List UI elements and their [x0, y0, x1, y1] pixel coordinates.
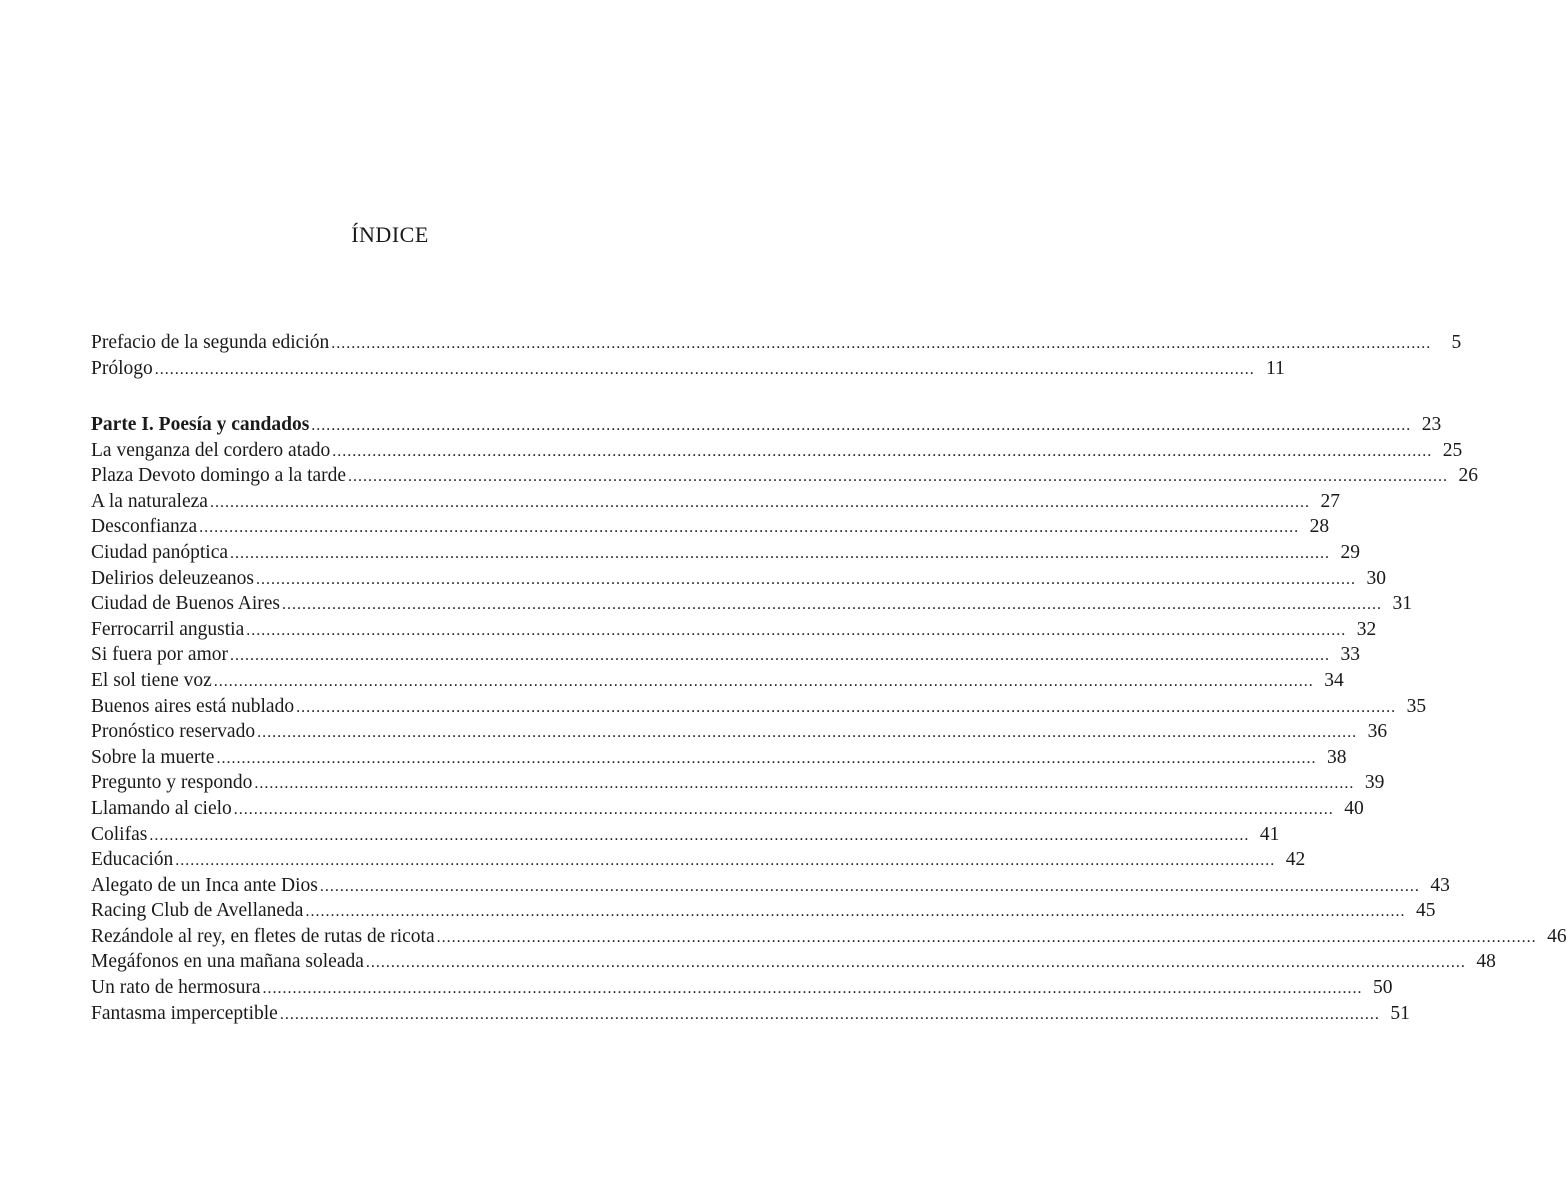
- dot-leader: ............................................................................................................................................................................................................................: [262, 980, 1363, 998]
- toc-entry-title: Ciudad panóptica: [91, 541, 229, 563]
- toc-entry-title: Prólogo: [91, 357, 153, 379]
- dot-leader: ............................................................................................................................................................................................................................: [175, 852, 1276, 870]
- toc-entry-title: Fantasma imperceptible: [91, 1002, 278, 1024]
- toc-entry-page: 34: [1324, 669, 1344, 691]
- toc-entry: [91, 924, 1567, 950]
- toc-entry-page: 33: [1340, 644, 1360, 666]
- toc-entry-page: 23: [1421, 414, 1442, 435]
- toc-entry-title: Rezándole al rey, en fletes de rutas de ricota: [91, 925, 435, 947]
- toc-entry-page: 39: [1364, 772, 1385, 794]
- toc-entry: [91, 540, 1361, 566]
- toc-entry-page: 28: [1309, 516, 1330, 538]
- dot-leader: ............................................................................................................................................................................................................................: [199, 519, 1300, 537]
- toc-entry: [91, 668, 1344, 694]
- toc-entry: [91, 642, 1360, 668]
- toc-entry-title: Parte I. Poesía y candados: [91, 414, 310, 435]
- toc-entry-title: Buenos aires está nublado: [91, 695, 295, 717]
- toc-entry-title: Alegato de un Inca ante Dios: [91, 874, 318, 896]
- toc-entry-page: 45: [1415, 900, 1436, 922]
- toc-entry-page: 27: [1320, 490, 1340, 512]
- dot-leader: ............................................................................................................................................................................................................................: [230, 544, 1331, 562]
- toc-entry-title: La venganza del cordero atado: [91, 439, 331, 461]
- dot-leader: ............................................................................................................................................................................................................................: [233, 800, 1334, 818]
- toc-entry-title: Prefacio de la segunda edición: [91, 332, 330, 353]
- toc-entry-page: 11: [1265, 357, 1285, 379]
- dot-leader: ............................................................................................................................................................................................................................: [319, 877, 1420, 895]
- dot-leader: ............................................................................................................................................................................................................................: [296, 698, 1397, 716]
- toc-entry: [91, 898, 1436, 924]
- dot-leader: ............................................................................................................................................................................................................................: [279, 1005, 1380, 1023]
- toc-entry: [91, 438, 1463, 464]
- dot-leader: ............................................................................................................................................................................................................................: [149, 826, 1250, 844]
- dot-leader: ............................................................................................................................................................................................................................: [230, 647, 1330, 665]
- toc-entry-page: 25: [1442, 439, 1463, 461]
- toc-entry: [91, 847, 1306, 873]
- toc-entry-page: 38: [1326, 746, 1347, 768]
- toc-entry: [91, 489, 1340, 515]
- toc-entry: [91, 822, 1280, 848]
- toc-entry-title: Desconfianza: [91, 516, 198, 538]
- toc-entry-title: A la naturaleza: [91, 490, 208, 512]
- toc-entry-title: Llamando al cielo: [91, 797, 232, 819]
- dot-leader: ............................................................................................................................................................................................................................: [257, 724, 1358, 742]
- toc-front-matter: [91, 330, 1462, 381]
- toc-entry: [91, 796, 1364, 822]
- toc-entry-title: Sobre la muerte: [91, 746, 215, 768]
- toc-entry-page: 30: [1366, 567, 1386, 589]
- toc-entry: [91, 330, 1462, 356]
- dot-leader: ............................................................................................................................................................................................................................: [348, 468, 1449, 486]
- toc-entry-page: 41: [1259, 823, 1280, 845]
- toc-entry: [91, 617, 1377, 643]
- toc-entry: [91, 694, 1427, 720]
- toc-entry: [91, 745, 1347, 771]
- toc-entry: [91, 949, 1496, 975]
- toc-entry-title: Racing Club de Avellaneda: [91, 900, 304, 922]
- toc-entry: [91, 356, 1285, 382]
- toc-entry-title: Pregunto y respondo: [91, 772, 253, 794]
- toc-entry-title: Un rato de hermosura: [91, 977, 261, 999]
- toc-entry-page: 46: [1547, 925, 1567, 947]
- toc-entry: [91, 1001, 1410, 1027]
- toc-entry-title: Colifas: [91, 823, 148, 845]
- dot-leader: ............................................................................................................................................................................................................................: [255, 570, 1356, 588]
- index-title: ÍNDICE: [351, 222, 429, 247]
- toc-entry: [91, 770, 1385, 796]
- toc-entry: [91, 514, 1330, 540]
- toc-entry-page: 36: [1367, 721, 1388, 743]
- toc-entry-page: 31: [1392, 593, 1413, 615]
- toc-entry-page: 51: [1390, 1002, 1410, 1024]
- toc-entry-page: 5: [1451, 332, 1462, 353]
- toc-entry-page: 40: [1344, 797, 1364, 819]
- toc-entry-title: Si fuera por amor: [91, 644, 228, 666]
- toc-part-one: [91, 412, 1567, 1026]
- toc-entry-page: 50: [1372, 977, 1393, 999]
- toc-entry-title: Plaza Devoto domingo a la tarde: [91, 465, 347, 487]
- toc-entry-page: 35: [1406, 695, 1427, 717]
- dot-leader: ............................................................................................................................................................................................................................: [213, 672, 1314, 690]
- toc-entry: [91, 412, 1442, 438]
- toc-entry: [91, 463, 1479, 489]
- toc-entry: [91, 566, 1386, 592]
- toc-entry-title: Delirios deleuzeanos: [91, 567, 254, 589]
- toc-entry: [91, 591, 1413, 617]
- dot-leader: ............................................................................................................................................................................................................................: [332, 442, 1433, 460]
- dot-leader: ............................................................................................................................................................................................................................: [331, 335, 1432, 352]
- dot-leader: ............................................................................................................................................................................................................................: [154, 360, 1255, 378]
- dot-leader: ............................................................................................................................................................................................................................: [254, 775, 1355, 793]
- toc-entry-page: 48: [1476, 951, 1496, 973]
- toc-entry-title: Educación: [91, 849, 174, 871]
- dot-leader: ............................................................................................................................................................................................................................: [311, 417, 1412, 434]
- dot-leader: ............................................................................................................................................................................................................................: [365, 954, 1466, 972]
- toc-entry-page: 43: [1430, 874, 1450, 896]
- dot-leader: ............................................................................................................................................................................................................................: [209, 493, 1310, 511]
- toc-entry-title: Ferrocarril angustia: [91, 618, 245, 640]
- dot-leader: ............................................................................................................................................................................................................................: [436, 928, 1537, 946]
- toc-entry: [91, 873, 1450, 899]
- toc-entry-page: 32: [1356, 618, 1377, 640]
- toc-entry: [91, 975, 1393, 1001]
- toc-entry-title: El sol tiene voz: [91, 669, 212, 691]
- dot-leader: ............................................................................................................................................................................................................................: [282, 596, 1383, 614]
- dot-leader: ............................................................................................................................................................................................................................: [246, 621, 1347, 639]
- toc-entry-page: 42: [1285, 849, 1306, 871]
- toc-entry-title: Pronóstico reservado: [91, 721, 256, 743]
- toc-entry: [91, 719, 1388, 745]
- toc-entry-title: Ciudad de Buenos Aires: [91, 593, 281, 615]
- dot-leader: ............................................................................................................................................................................................................................: [216, 749, 1317, 767]
- toc-entry-page: 26: [1458, 465, 1479, 487]
- toc-entry-page: 29: [1340, 541, 1361, 563]
- dot-leader: ............................................................................................................................................................................................................................: [305, 903, 1406, 921]
- toc-entry-title: Megáfonos en una mañana soleada: [91, 951, 364, 973]
